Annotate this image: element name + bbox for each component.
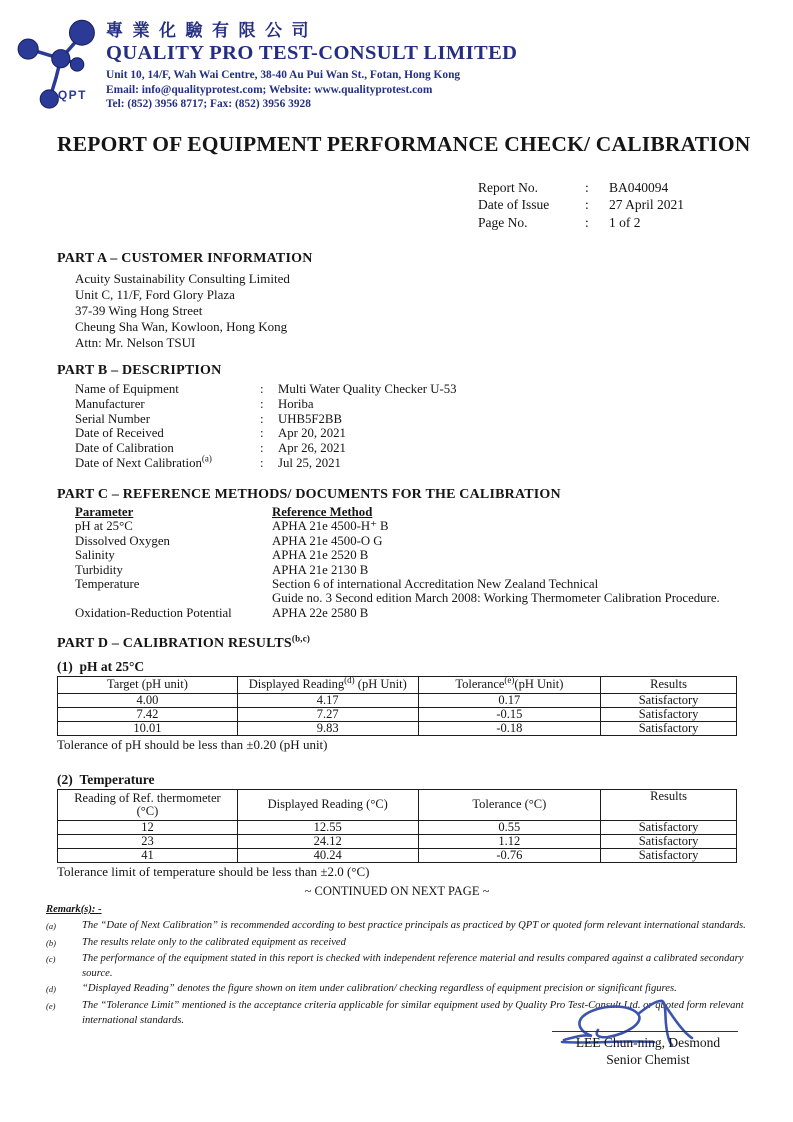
footnote-marker: (c) <box>46 953 56 964</box>
parameter: Salinity <box>75 548 115 563</box>
customer-address-line: Unit C, 11/F, Ford Glory Plaza <box>75 286 235 302</box>
table-header-row <box>58 677 737 694</box>
ph-results-table <box>57 676 737 736</box>
company-logo <box>8 8 104 118</box>
tolerance-value: -0.76 <box>418 849 601 863</box>
signature-line <box>552 1031 738 1032</box>
field-label: Date of Calibration <box>75 441 174 456</box>
parameter-col-header: Parameter <box>75 505 134 519</box>
serial-number-row <box>75 412 457 427</box>
company-name-zh: 專業化驗有限公司 <box>106 21 318 40</box>
report-title: REPORT OF EQUIPMENT PERFORMANCE CHECK/ CALIBRATION <box>57 132 751 156</box>
customer-info <box>75 271 290 351</box>
tolerance-value: 1.12 <box>418 835 601 849</box>
colon: : <box>585 197 589 213</box>
ref-reading-value: 12 <box>58 821 238 835</box>
signatory-name: LEE Chun-ning, Desmond <box>575 1035 721 1050</box>
footnote-marker: (d) <box>46 984 56 995</box>
date-of-issue-row <box>478 196 684 213</box>
displayed-reading-value: 9.83 <box>237 722 418 736</box>
reference-row <box>75 519 720 533</box>
manufacturer-row <box>75 397 457 412</box>
molecule-logo-icon <box>8 8 104 118</box>
displayed-reading-value: 24.12 <box>237 835 418 849</box>
remark-text: The “Date of Next Calibration” is recommended according to best practice principals as practiced by QPT or quoted form relevant international standards. <box>82 920 746 932</box>
colon: : <box>260 426 264 441</box>
table-row <box>58 694 737 708</box>
displayed-reading-value: 12.55 <box>237 821 418 835</box>
temperature-tolerance-note: Tolerance limit of temperature should be less than ±2.0 (°C) <box>57 864 370 879</box>
footnote-marker: (e) <box>46 1000 56 1011</box>
tolerance-col-header: Tolerance (°C) <box>418 790 601 821</box>
target-value: 4.00 <box>58 694 238 708</box>
part-c-heading: PART C – REFERENCE METHODS/ DOCUMENTS FOR THE CALIBRATION <box>57 487 561 502</box>
colon: : <box>260 441 264 456</box>
result-value: Satisfactory <box>601 722 737 736</box>
displayed-reading-col-header: Displayed Reading (°C) <box>237 790 418 821</box>
page-no-value: 1 of 2 <box>609 214 641 230</box>
target-value: 7.42 <box>58 708 238 722</box>
remark-text: The results relate only to the calibrated equipment as received <box>82 936 346 948</box>
field-value: Horiba <box>278 396 314 411</box>
reference-row <box>75 534 720 548</box>
equipment-description <box>75 382 457 471</box>
part-a-heading: PART A – CUSTOMER INFORMATION <box>57 251 313 266</box>
colon: : <box>260 382 264 396</box>
field-value: Apr 26, 2021 <box>278 441 346 456</box>
table-row <box>58 821 737 835</box>
table-header-row <box>58 790 737 821</box>
tolerance-value: -0.18 <box>418 722 601 736</box>
footnote-ref: (a) <box>201 453 212 464</box>
remark-item <box>46 935 770 951</box>
table-row <box>58 722 737 736</box>
date-of-issue-label: Date of Issue <box>478 197 550 213</box>
displayed-reading-value: 7.27 <box>237 708 418 722</box>
reference-methods <box>75 505 720 620</box>
field-value: Multi Water Quality Checker U-53 <box>278 382 457 396</box>
report-no-row <box>478 179 684 196</box>
parameter: Dissolved Oxygen <box>75 533 170 548</box>
field-label: Name of Equipment <box>75 382 179 396</box>
signatory-title: Senior Chemist <box>606 1052 690 1067</box>
date-received-row <box>75 426 457 441</box>
date-calibration-row <box>75 441 457 456</box>
reference-row <box>75 606 720 620</box>
customer-address-line: 37-39 Wing Hong Street <box>75 302 203 318</box>
parameter: pH at 25°C <box>75 519 133 534</box>
results-col-header: Results <box>601 790 737 821</box>
tolerance-value: 0.55 <box>418 821 601 835</box>
report-meta <box>478 179 684 231</box>
report-no-label: Report No. <box>478 180 538 195</box>
reference-method: APHA 21e 2130 B <box>272 562 369 577</box>
ph-section-label: (1) pH at 25°C <box>57 659 145 674</box>
remarks-heading: Remark(s): - <box>46 904 102 915</box>
page-no-row <box>478 214 684 231</box>
field-label: Date of Next Calibration$^{(a)}$ <box>75 453 212 470</box>
reference-method: Section 6 of international Accreditation New Zealand Technical Guide no. 3 Second edition March 2008: Working Thermometer Calibration Procedure. <box>272 577 720 606</box>
remark-text: The performance of the equipment stated in this report is checked with independent reference material and results compared against a calibrated secondary source. <box>82 952 744 980</box>
part-b-heading: PART B – DESCRIPTION <box>57 363 222 378</box>
tolerance-value: -0.15 <box>418 708 601 722</box>
target-value: 10.01 <box>58 722 238 736</box>
reference-method: APHA 21e 4500-O G <box>272 533 383 548</box>
remark-item <box>46 918 770 934</box>
result-value: Satisfactory <box>601 849 737 863</box>
displayed-reading-value: 40.24 <box>237 849 418 863</box>
reference-method: APHA 22e 2580 B <box>272 605 369 620</box>
results-col-header: Results <box>601 677 737 694</box>
parameter: Temperature <box>75 577 140 592</box>
table-row <box>58 835 737 849</box>
result-value: Satisfactory <box>601 694 737 708</box>
letterhead <box>106 16 517 112</box>
temperature-section-label: (2) Temperature <box>57 772 155 787</box>
ref-reading-value: 41 <box>58 849 238 863</box>
table-row <box>58 708 737 722</box>
reference-method: APHA 21e 4500-H⁺ B <box>272 519 389 534</box>
table-row <box>58 849 737 863</box>
footnote-ref: (e) <box>504 675 515 686</box>
footnote-ref: (d) <box>344 675 355 686</box>
colon: : <box>260 411 264 426</box>
ref-thermometer-col-header: Reading of Ref. thermometer (°C) <box>58 790 238 821</box>
remark-item <box>46 981 770 997</box>
colon: : <box>585 180 589 195</box>
footnote-marker: (b) <box>46 937 56 948</box>
remark-text: “Displayed Reading” denotes the figure shown on item under calibration/ checking regardless of equipment precision or significant figures. <box>82 983 677 995</box>
displayed-reading-value: 4.17 <box>237 694 418 708</box>
customer-attn: Attn: Mr. Nelson TSUI <box>75 334 196 350</box>
colon: : <box>260 396 264 411</box>
displayed-reading-col-header: Displayed Reading$^{(d)}$ (pH Unit) <box>237 677 418 694</box>
reference-row <box>75 548 720 562</box>
continued-next-page: ~ CONTINUED ON NEXT PAGE ~ <box>304 884 490 898</box>
colon: : <box>260 455 264 470</box>
reference-method: APHA 21e 2520 B <box>272 548 369 563</box>
logo-qpt-text: QPT <box>57 88 87 103</box>
date-next-calibration-row <box>75 453 457 471</box>
field-value: UHB5F2BB <box>278 411 343 426</box>
footnote-ref: (b,c) <box>291 633 311 644</box>
field-label: Manufacturer <box>75 396 145 411</box>
company-name-en: QUALITY PRO TEST-CONSULT LIMITED <box>106 42 518 64</box>
reference-row <box>75 577 720 606</box>
ph-tolerance-note: Tolerance of pH should be less than ±0.20 (pH unit) <box>57 737 328 752</box>
field-label: Date of Received <box>75 426 164 441</box>
company-contact-phone: Tel: (852) 3956 8717; Fax: (852) 3956 3928 <box>106 98 311 111</box>
reference-row <box>75 563 720 577</box>
customer-address-line: Cheung Sha Wan, Kowloon, Hong Kong <box>75 318 288 334</box>
parameter: Turbidity <box>75 562 123 577</box>
company-address: Unit 10, 14/F, Wah Wai Centre, 38-40 Au Pui Wan St., Fotan, Hong Kong <box>106 69 461 81</box>
result-value: Satisfactory <box>601 821 737 835</box>
temperature-results-table <box>57 789 737 863</box>
report-no-value: BA040094 <box>609 180 669 195</box>
colon: : <box>585 214 589 230</box>
part-d-heading: PART D – CALIBRATION RESULTS$^{(b,c)}$ <box>57 633 311 651</box>
field-value: Jul 25, 2021 <box>278 455 341 470</box>
reference-method-col-header: Reference Method <box>272 505 373 519</box>
company-contact-email: Email: info@qualityprotest.com; Website: www.qualityprotest.com <box>106 83 433 96</box>
parameter: Oxidation-Reduction Potential <box>75 605 232 620</box>
page-no-label: Page No. <box>478 214 528 230</box>
customer-name: Acuity Sustainability Consulting Limited <box>75 271 290 286</box>
reference-methods-header <box>75 505 720 519</box>
remark-text: The “Tolerance Limit” mentioned is the acceptance criteria applicable for similar equipment used by Quality Pro Test-Consult Ltd. or quoted form relevant international standards. <box>82 999 744 1027</box>
target-col-header: Target (pH unit) <box>58 677 238 694</box>
field-value: Apr 20, 2021 <box>278 426 346 441</box>
tolerance-value: 0.17 <box>418 694 601 708</box>
result-value: Satisfactory <box>601 708 737 722</box>
date-of-issue-value: 27 April 2021 <box>609 197 685 213</box>
remark-item <box>46 951 770 982</box>
result-value: Satisfactory <box>601 835 737 849</box>
footnote-marker: (a) <box>46 921 56 932</box>
field-label: Serial Number <box>75 411 150 426</box>
tolerance-col-header: Tolerance$^{(e)}$(pH Unit) <box>418 677 601 694</box>
equipment-name-row <box>75 382 457 397</box>
ref-reading-value: 23 <box>58 835 238 849</box>
